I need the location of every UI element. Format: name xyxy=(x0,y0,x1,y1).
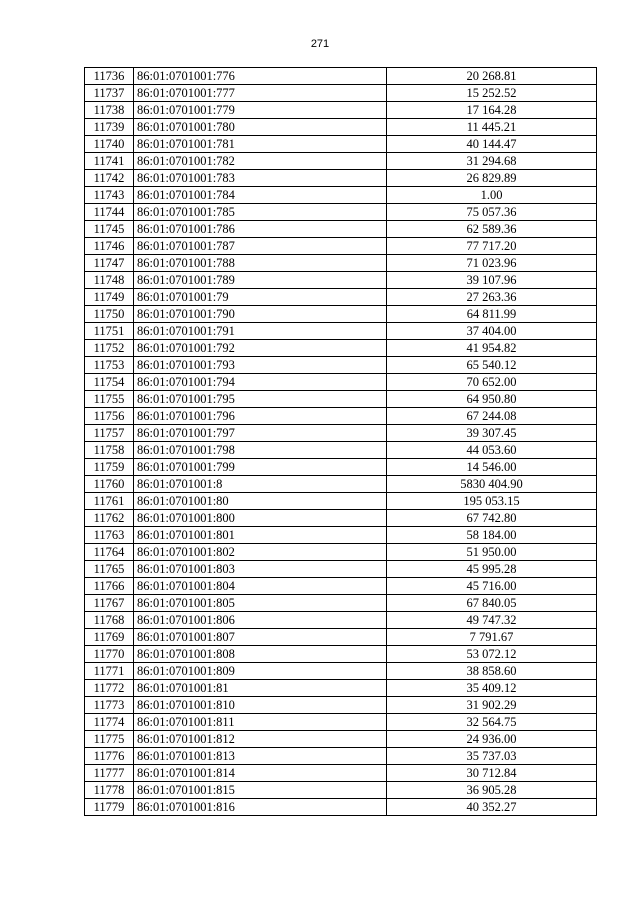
row-number-cell: 11747 xyxy=(85,255,134,272)
table-row xyxy=(85,272,597,289)
table-row xyxy=(85,221,597,238)
cadastral-number-cell: 86:01:0701001:785 xyxy=(134,204,387,221)
cadastral-number-cell: 86:01:0701001:794 xyxy=(134,374,387,391)
table-row xyxy=(85,425,597,442)
amount-cell: 70 652.00 xyxy=(387,374,597,391)
row-number-cell: 11766 xyxy=(85,578,134,595)
table-row xyxy=(85,68,597,85)
cadastral-number-cell: 86:01:0701001:806 xyxy=(134,612,387,629)
cadastral-number-cell: 86:01:0701001:810 xyxy=(134,697,387,714)
cadastral-number-cell: 86:01:0701001:783 xyxy=(134,170,387,187)
table-row xyxy=(85,595,597,612)
table-row xyxy=(85,408,597,425)
row-number-cell: 11779 xyxy=(85,799,134,816)
table-row xyxy=(85,187,597,204)
amount-cell: 5830 404.90 xyxy=(387,476,597,493)
amount-cell: 15 252.52 xyxy=(387,85,597,102)
table-row xyxy=(85,136,597,153)
cadastral-number-cell: 86:01:0701001:81 xyxy=(134,680,387,697)
table-row xyxy=(85,561,597,578)
cadastral-number-cell: 86:01:0701001:792 xyxy=(134,340,387,357)
table-row xyxy=(85,510,597,527)
cadastral-number-cell: 86:01:0701001:804 xyxy=(134,578,387,595)
amount-cell: 41 954.82 xyxy=(387,340,597,357)
amount-cell: 45 995.28 xyxy=(387,561,597,578)
cadastral-number-cell: 86:01:0701001:790 xyxy=(134,306,387,323)
row-number-cell: 11746 xyxy=(85,238,134,255)
cadastral-number-cell: 86:01:0701001:816 xyxy=(134,799,387,816)
cadastral-number-cell: 86:01:0701001:780 xyxy=(134,119,387,136)
amount-cell: 31 294.68 xyxy=(387,153,597,170)
amount-cell: 20 268.81 xyxy=(387,68,597,85)
amount-cell: 39 107.96 xyxy=(387,272,597,289)
cadastral-number-cell: 86:01:0701001:787 xyxy=(134,238,387,255)
cadastral-number-cell: 86:01:0701001:802 xyxy=(134,544,387,561)
amount-cell: 27 263.36 xyxy=(387,289,597,306)
table-row xyxy=(85,714,597,731)
table-row xyxy=(85,238,597,255)
amount-cell: 30 712.84 xyxy=(387,765,597,782)
amount-cell: 11 445.21 xyxy=(387,119,597,136)
row-number-cell: 11753 xyxy=(85,357,134,374)
row-number-cell: 11758 xyxy=(85,442,134,459)
row-number-cell: 11765 xyxy=(85,561,134,578)
cadastral-number-cell: 86:01:0701001:784 xyxy=(134,187,387,204)
cadastral-number-cell: 86:01:0701001:793 xyxy=(134,357,387,374)
row-number-cell: 11738 xyxy=(85,102,134,119)
table-row xyxy=(85,306,597,323)
table-row xyxy=(85,697,597,714)
row-number-cell: 11751 xyxy=(85,323,134,340)
row-number-cell: 11778 xyxy=(85,782,134,799)
amount-cell: 51 950.00 xyxy=(387,544,597,561)
amount-cell: 24 936.00 xyxy=(387,731,597,748)
table-row xyxy=(85,578,597,595)
cadastral-number-cell: 86:01:0701001:803 xyxy=(134,561,387,578)
cadastral-number-cell: 86:01:0701001:779 xyxy=(134,102,387,119)
table-row xyxy=(85,799,597,816)
table-row xyxy=(85,646,597,663)
row-number-cell: 11760 xyxy=(85,476,134,493)
table-row xyxy=(85,442,597,459)
amount-cell: 62 589.36 xyxy=(387,221,597,238)
cadastral-number-cell: 86:01:0701001:776 xyxy=(134,68,387,85)
cadastral-number-cell: 86:01:0701001:786 xyxy=(134,221,387,238)
row-number-cell: 11776 xyxy=(85,748,134,765)
cadastral-number-cell: 86:01:0701001:815 xyxy=(134,782,387,799)
table-row xyxy=(85,765,597,782)
amount-cell: 36 905.28 xyxy=(387,782,597,799)
row-number-cell: 11737 xyxy=(85,85,134,102)
row-number-cell: 11757 xyxy=(85,425,134,442)
cadastre-table xyxy=(84,67,597,816)
table-row xyxy=(85,527,597,544)
table-row xyxy=(85,255,597,272)
table-row xyxy=(85,357,597,374)
table-row xyxy=(85,340,597,357)
row-number-cell: 11774 xyxy=(85,714,134,731)
row-number-cell: 11741 xyxy=(85,153,134,170)
row-number-cell: 11736 xyxy=(85,68,134,85)
amount-cell: 37 404.00 xyxy=(387,323,597,340)
cadastral-number-cell: 86:01:0701001:791 xyxy=(134,323,387,340)
amount-cell: 7 791.67 xyxy=(387,629,597,646)
cadastral-number-cell: 86:01:0701001:807 xyxy=(134,629,387,646)
row-number-cell: 11768 xyxy=(85,612,134,629)
table-row xyxy=(85,663,597,680)
table-row xyxy=(85,289,597,306)
row-number-cell: 11771 xyxy=(85,663,134,680)
table-row xyxy=(85,612,597,629)
row-number-cell: 11744 xyxy=(85,204,134,221)
amount-cell: 64 950.80 xyxy=(387,391,597,408)
row-number-cell: 11777 xyxy=(85,765,134,782)
amount-cell: 49 747.32 xyxy=(387,612,597,629)
amount-cell: 58 184.00 xyxy=(387,527,597,544)
amount-cell: 39 307.45 xyxy=(387,425,597,442)
amount-cell: 17 164.28 xyxy=(387,102,597,119)
amount-cell: 38 858.60 xyxy=(387,663,597,680)
row-number-cell: 11748 xyxy=(85,272,134,289)
table-row xyxy=(85,731,597,748)
table-body xyxy=(85,68,597,816)
page-number: 271 xyxy=(310,38,330,50)
table-row xyxy=(85,204,597,221)
amount-cell: 1.00 xyxy=(387,187,597,204)
cadastral-number-cell: 86:01:0701001:805 xyxy=(134,595,387,612)
table-row xyxy=(85,102,597,119)
table-row xyxy=(85,629,597,646)
row-number-cell: 11761 xyxy=(85,493,134,510)
amount-cell: 35 409.12 xyxy=(387,680,597,697)
amount-cell: 40 144.47 xyxy=(387,136,597,153)
cadastral-number-cell: 86:01:0701001:800 xyxy=(134,510,387,527)
row-number-cell: 11756 xyxy=(85,408,134,425)
cadastral-number-cell: 86:01:0701001:777 xyxy=(134,85,387,102)
row-number-cell: 11775 xyxy=(85,731,134,748)
amount-cell: 35 737.03 xyxy=(387,748,597,765)
row-number-cell: 11743 xyxy=(85,187,134,204)
table-row xyxy=(85,391,597,408)
row-number-cell: 11754 xyxy=(85,374,134,391)
cadastral-number-cell: 86:01:0701001:798 xyxy=(134,442,387,459)
row-number-cell: 11770 xyxy=(85,646,134,663)
row-number-cell: 11764 xyxy=(85,544,134,561)
table-row xyxy=(85,119,597,136)
amount-cell: 64 811.99 xyxy=(387,306,597,323)
table-row xyxy=(85,459,597,476)
cadastral-number-cell: 86:01:0701001:796 xyxy=(134,408,387,425)
amount-cell: 71 023.96 xyxy=(387,255,597,272)
cadastral-number-cell: 86:01:0701001:781 xyxy=(134,136,387,153)
amount-cell: 67 840.05 xyxy=(387,595,597,612)
amount-cell: 77 717.20 xyxy=(387,238,597,255)
table-row xyxy=(85,85,597,102)
amount-cell: 44 053.60 xyxy=(387,442,597,459)
amount-cell: 195 053.15 xyxy=(387,493,597,510)
row-number-cell: 11759 xyxy=(85,459,134,476)
row-number-cell: 11742 xyxy=(85,170,134,187)
cadastral-number-cell: 86:01:0701001:80 xyxy=(134,493,387,510)
table-row xyxy=(85,374,597,391)
row-number-cell: 11739 xyxy=(85,119,134,136)
row-number-cell: 11773 xyxy=(85,697,134,714)
cadastral-number-cell: 86:01:0701001:8 xyxy=(134,476,387,493)
row-number-cell: 11755 xyxy=(85,391,134,408)
amount-cell: 45 716.00 xyxy=(387,578,597,595)
amount-cell: 53 072.12 xyxy=(387,646,597,663)
amount-cell: 67 742.80 xyxy=(387,510,597,527)
cadastral-number-cell: 86:01:0701001:79 xyxy=(134,289,387,306)
table-row xyxy=(85,680,597,697)
amount-cell: 67 244.08 xyxy=(387,408,597,425)
cadastral-number-cell: 86:01:0701001:801 xyxy=(134,527,387,544)
row-number-cell: 11772 xyxy=(85,680,134,697)
row-number-cell: 11745 xyxy=(85,221,134,238)
row-number-cell: 11763 xyxy=(85,527,134,544)
cadastral-number-cell: 86:01:0701001:795 xyxy=(134,391,387,408)
table-row xyxy=(85,544,597,561)
amount-cell: 31 902.29 xyxy=(387,697,597,714)
row-number-cell: 11769 xyxy=(85,629,134,646)
cadastral-number-cell: 86:01:0701001:797 xyxy=(134,425,387,442)
row-number-cell: 11750 xyxy=(85,306,134,323)
cadastral-number-cell: 86:01:0701001:782 xyxy=(134,153,387,170)
row-number-cell: 11752 xyxy=(85,340,134,357)
cadastral-number-cell: 86:01:0701001:813 xyxy=(134,748,387,765)
amount-cell: 32 564.75 xyxy=(387,714,597,731)
table-row xyxy=(85,493,597,510)
table-row xyxy=(85,323,597,340)
table-row xyxy=(85,782,597,799)
row-number-cell: 11767 xyxy=(85,595,134,612)
table-row xyxy=(85,170,597,187)
cadastral-number-cell: 86:01:0701001:809 xyxy=(134,663,387,680)
cadastral-number-cell: 86:01:0701001:788 xyxy=(134,255,387,272)
amount-cell: 40 352.27 xyxy=(387,799,597,816)
row-number-cell: 11749 xyxy=(85,289,134,306)
amount-cell: 14 546.00 xyxy=(387,459,597,476)
row-number-cell: 11762 xyxy=(85,510,134,527)
amount-cell: 65 540.12 xyxy=(387,357,597,374)
cadastral-number-cell: 86:01:0701001:799 xyxy=(134,459,387,476)
table-row xyxy=(85,748,597,765)
amount-cell: 75 057.36 xyxy=(387,204,597,221)
cadastral-number-cell: 86:01:0701001:789 xyxy=(134,272,387,289)
cadastral-number-cell: 86:01:0701001:808 xyxy=(134,646,387,663)
row-number-cell: 11740 xyxy=(85,136,134,153)
amount-cell: 26 829.89 xyxy=(387,170,597,187)
table-row xyxy=(85,476,597,493)
cadastral-number-cell: 86:01:0701001:812 xyxy=(134,731,387,748)
cadastral-number-cell: 86:01:0701001:814 xyxy=(134,765,387,782)
cadastral-number-cell: 86:01:0701001:811 xyxy=(134,714,387,731)
table-row xyxy=(85,153,597,170)
